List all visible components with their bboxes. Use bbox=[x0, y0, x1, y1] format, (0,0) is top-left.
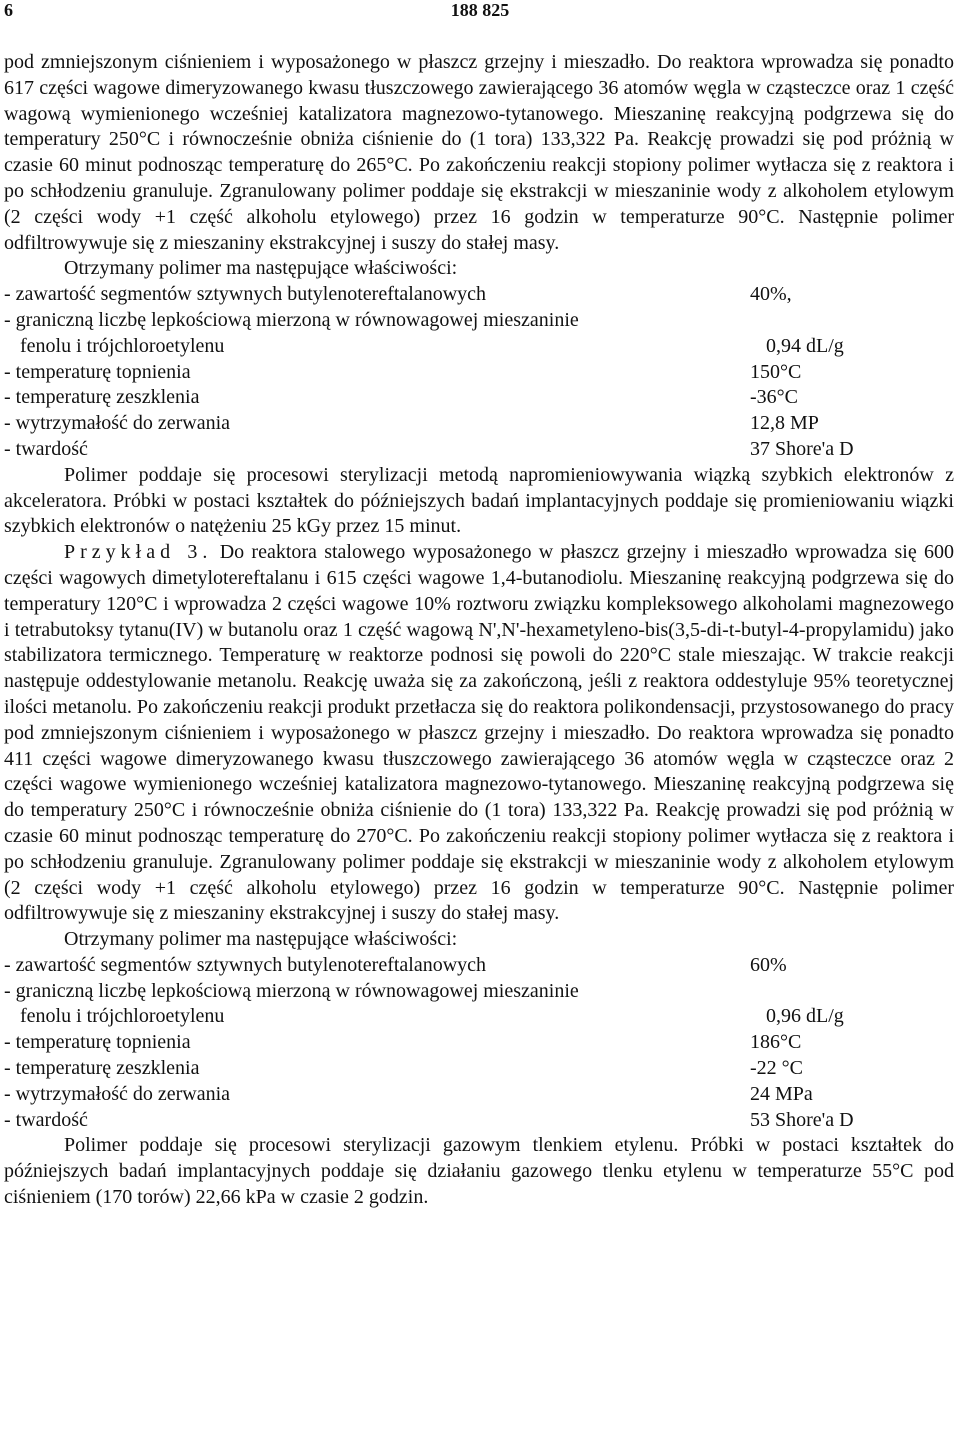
property-name: - zawartość segmentów sztywnych butylenotereftalanowych bbox=[4, 953, 487, 976]
example-3-paragraph bbox=[4, 540, 954, 927]
property-value: 12,8 MP bbox=[750, 412, 819, 435]
patent-number: 188 825 bbox=[450, 0, 510, 20]
document-body bbox=[4, 50, 954, 1211]
property-name: fenolu i trójchloroetylenu bbox=[20, 334, 225, 357]
property-name: - twardość bbox=[4, 1108, 88, 1131]
property-row bbox=[4, 1108, 954, 1134]
property-value: 0,96 dL/g bbox=[766, 1005, 844, 1028]
property-row bbox=[4, 1056, 954, 1082]
properties-intro-1: Otrzymany polimer ma następujące właściwości: bbox=[64, 257, 458, 280]
property-row bbox=[4, 953, 954, 979]
property-name: - graniczną liczbę lepkościową mierzoną w równowagowej mieszaninie bbox=[4, 308, 579, 331]
property-value: 37 Shore'a D bbox=[750, 437, 854, 460]
property-name: - temperaturę topnienia bbox=[4, 1031, 191, 1054]
property-row bbox=[4, 282, 954, 308]
properties-list-2 bbox=[4, 953, 954, 1134]
property-row bbox=[4, 334, 954, 360]
example-3-text: Do reaktora stalowego wyposażonego w płaszcz grzejny i mieszadło wprowadza się 600 części wagowych dimetylotereftalanu i 615 części wagowe 1,4-butanodiolu. Mieszaninę reakcyjną podgrzewa się do temperatury 120°C i wprowadza 2 części wagowe 10% roztworu związku kompleksowego alkoholami magnezowego i tetrabutoksy tytanu(IV) w butanolu oraz 1 część wagową N',N'-hexametyleno-bis(3,5-di-t-butyl-4-propylamidu) jako stabilizatora termicznego. Temperaturę w reaktorze podnosi się powoli do 220°C stale mieszając. W trakcie reakcji następuje oddestylowanie metanolu. Reakcję uważa się za zakończoną, jeśli z reaktora oddestyluje 95% teoretycznej ilości metanolu. Po zakończeniu reakcji produkt przetłacza się do reaktora polikondensacji, przystosowanego do pracy pod zmniejszonym ciśnieniem i wyposażonego w płaszcz grzejny i mieszadło. Do reaktora wprowadza się ponadto 411 części wagowe dimeryzowanego kwasu tłuszczowego zawierającego 36 atomów węgla w cząsteczce oraz 2 części wagowe wymienionego wcześniej katalizatora magnezowo-tytanowego. Mieszaninę reakcyjną podgrzewa się do temperatury 250°C i równocześnie obniża ciśnienie do (1 tora) 133,322 Pa. Reakcję prowadzi się pod próżnią w czasie 60 minut podnosząc temperaturę do 270°C. Po zakończeniu reakcji stopiony polimer wytłacza się z reaktora i po schłodzeniu granuluje. Zgranulowany polimer poddaje się ekstrakcji w mieszaninie wody z alkoholem etylowym (2 części wody +1 część alkoholu etylowego) przez 16 godzin w temperaturze 90°C. Następnie polimer odfiltrowywuje się z mieszaniny ekstrakcyjnej i suszy do stałej masy. bbox=[4, 541, 955, 925]
property-value: 150°C bbox=[750, 360, 802, 383]
property-row bbox=[4, 1030, 954, 1056]
properties-list-1 bbox=[4, 282, 954, 463]
property-value bbox=[750, 308, 954, 334]
property-name: - wytrzymałość do zerwania bbox=[4, 1082, 231, 1105]
property-name: - wytrzymałość do zerwania bbox=[4, 412, 231, 435]
property-row bbox=[4, 308, 954, 334]
property-name: fenolu i trójchloroetylenu bbox=[20, 1005, 225, 1028]
property-row bbox=[4, 411, 954, 437]
property-row bbox=[4, 1004, 954, 1030]
property-value: -36°C bbox=[750, 386, 798, 409]
paragraph-1: pod zmniejszonym ciśnieniem i wyposażonego w płaszcz grzejny i mieszadło. Do reaktora wprowadza się ponadto 617 części wagowe dimeryzowanego kwasu tłuszczowego zawierającego 36 atomów węgla w cząsteczce oraz 1 część wagową wymienionego wcześniej katalizatora magnezowo-tytanowego. Mieszaninę reakcyjną podgrzewa się do temperatury 250°C i równocześnie obniża ciśnienie do (1 tora) 133,322 Pa. Reakcję prowadzi się pod próżnią w czasie 60 minut podnosząc temperaturę do 265°C. Po zakończeniu reakcji stopiony polimer wytłacza się z reaktora i po schłodzeniu granuluje. Zgranulowany polimer poddaje się ekstrakcji w mieszaninie wody z alkoholem etylowym (2 części wody +1 część alkoholu etylowego) przez 16 godzin w temperaturze 90°C. Następnie polimer odfiltrowywuje się z mieszaniny ekstrakcyjnej i suszy do stałej masy. bbox=[4, 51, 954, 254]
property-value: 60% bbox=[750, 953, 787, 976]
property-value: 0,94 dL/g bbox=[766, 334, 844, 357]
property-row bbox=[4, 385, 954, 411]
property-row bbox=[4, 437, 954, 463]
property-name: - graniczną liczbę lepkościową mierzoną w równowagowej mieszaninie bbox=[4, 979, 579, 1002]
property-value: 53 Shore'a D bbox=[750, 1108, 854, 1131]
property-name: - zawartość segmentów sztywnych butylenotereftalanowych bbox=[4, 283, 487, 306]
property-value: 24 MPa bbox=[750, 1082, 813, 1105]
property-name: - temperaturę zeszklenia bbox=[4, 386, 200, 409]
property-row bbox=[4, 979, 954, 1005]
page-header bbox=[0, 0, 960, 26]
property-value: 186°C bbox=[750, 1031, 802, 1054]
property-value bbox=[750, 979, 954, 1005]
property-name: - temperaturę zeszklenia bbox=[4, 1057, 200, 1080]
paragraph-2: Polimer poddaje się procesowi sterylizacji metodą napromieniowywania wiązką szybkich elektronów z akceleratora. Próbki w postaci kształtek do późniejszych badań implantacyjnych poddaje się promieniowaniu wiązki szybkich elektronów o natężeniu 25 kGy przez 15 minut. bbox=[4, 463, 954, 538]
page-number: 6 bbox=[4, 0, 13, 20]
example-label: Przykład 3. bbox=[64, 541, 213, 564]
properties-intro-2: Otrzymany polimer ma następujące właściwości: bbox=[64, 928, 458, 951]
property-value: -22 °C bbox=[750, 1057, 803, 1080]
property-row bbox=[4, 1082, 954, 1108]
property-name: - twardość bbox=[4, 437, 88, 460]
property-value: 40%, bbox=[750, 283, 792, 306]
paragraph-4: Polimer poddaje się procesowi sterylizacji gazowym tlenkiem etylenu. Próbki w postaci kształtek do późniejszych badań implantacyjnych poddaje się działaniu gazowego tlenku etylenu w temperaturze 55°C pod ciśnieniem (170 torów) 22,66 kPa w czasie 2 godzin. bbox=[4, 1134, 954, 1209]
property-row bbox=[4, 360, 954, 386]
property-name: - temperaturę topnienia bbox=[4, 360, 191, 383]
